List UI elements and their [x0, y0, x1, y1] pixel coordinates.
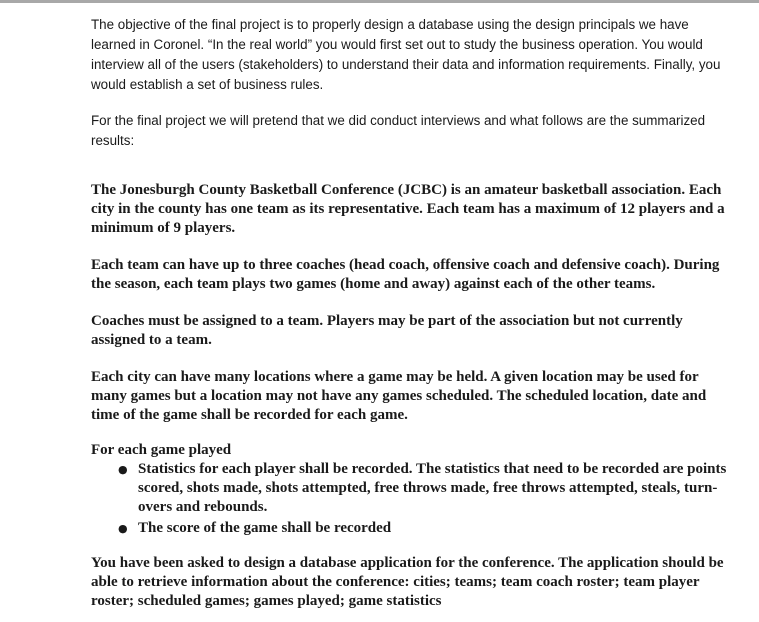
- bullet-icon: ●: [118, 522, 128, 535]
- list-heading-each-game: For each game played: [91, 442, 232, 458]
- document-page: [91, 15, 731, 611]
- case-study-requirements: [91, 181, 731, 611]
- bullet-icon: ●: [118, 463, 128, 476]
- case-paragraph-application: You have been asked to design a database application for the conference. The application should be able to retrieve information about the conference: cities; teams; team coach roster; team player roster; scheduled games; games played; game statistics: [91, 555, 724, 609]
- top-border-rule: [0, 0, 759, 3]
- case-paragraph-jcbc: The Jonesburgh County Basketball Conference (JCBC) is an amateur basketball association. Each city in the county has one team as its representative. Each team has a maximum of 12 players and a minimum of 9 players.: [91, 182, 725, 236]
- intro-paragraph-interviews: For the final project we will pretend that we did conduct interviews and what follows are the summarized results:: [91, 113, 706, 148]
- case-paragraph-coaches-season: Each team can have up to three coaches (head coach, offensive coach and defensive coach). During the season, each team plays two games (home and away) against each of the other teams.: [91, 257, 720, 292]
- case-paragraph-locations: Each city can have many locations where a game may be held. A given location may be used for many games but a location may not have any games scheduled. The scheduled location, date and time of the game shall be recorded for each game.: [91, 369, 707, 423]
- game-requirements-list: [91, 460, 731, 538]
- list-item-game-score: [91, 519, 731, 538]
- case-paragraph-assignment: Coaches must be assigned to a team. Players may be part of the association but not currently assigned to a team.: [91, 313, 683, 348]
- project-intro: [91, 15, 731, 151]
- list-item-player-statistics: [91, 460, 731, 517]
- list-item-text: Statistics for each player shall be recorded. The statistics that need to be recorded are points scored, shots made, shots attempted, free throws made, free throws attempted, steals, turn-overs and rebounds.: [138, 461, 727, 515]
- list-item-text: The score of the game shall be recorded: [138, 520, 392, 536]
- intro-paragraph-objective: The objective of the final project is to properly design a database using the design principals we have learned in Coronel. “In the real world” you would first set out to study the business operation. You would interview all of the users (stakeholders) to understand their data and information requirements. Finally, you would establish a set of business rules.: [91, 17, 721, 92]
